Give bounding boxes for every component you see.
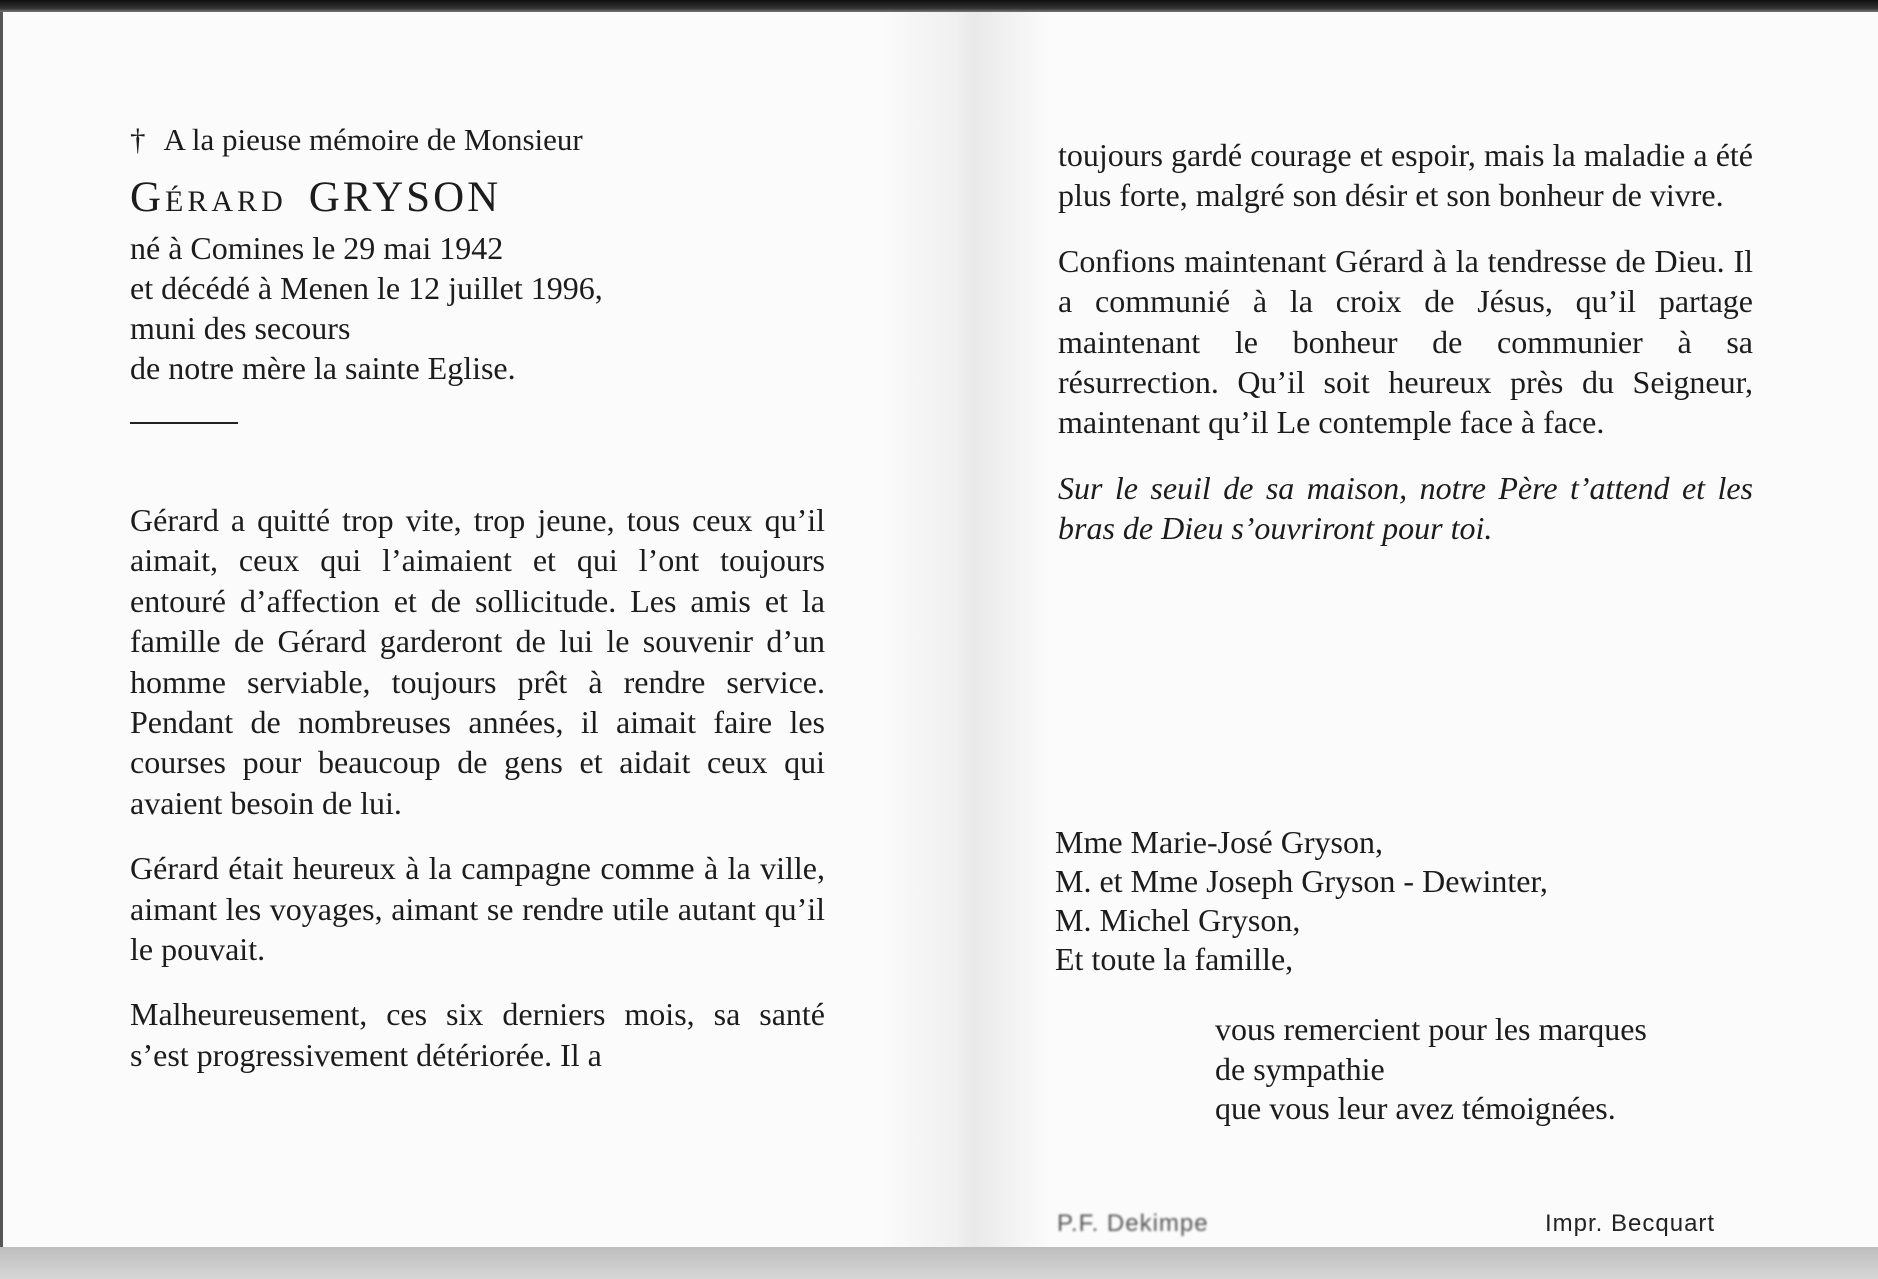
death-line: et décédé à Menen le 12 juillet 1996, (130, 270, 603, 306)
right-panel (1058, 135, 1753, 574)
divider (130, 422, 238, 424)
tribute-paragraph: Malheureusement, ces six derniers mois, sa santé s’est progressivement détériorée. Il a (130, 996, 825, 1073)
first-name: Gérard (130, 174, 287, 221)
thanks-message (1215, 1010, 1775, 1129)
church-line: de notre mère la sainte Eglise. (130, 350, 516, 386)
family-member: Mme Marie-José Gryson, (1055, 824, 1383, 860)
sacrament-line: muni des secours (130, 310, 351, 346)
last-name: GRYSON (308, 174, 502, 221)
thanks-line: vous remercient pour les marques (1215, 1011, 1647, 1047)
left-panel (130, 120, 825, 1100)
closing-verse: Sur le seuil de sa maison, notre Père t’attend et les bras de Dieu s’ouvriront pour toi. (1058, 469, 1753, 547)
family-member: Et toute la famille, (1055, 941, 1294, 977)
family-member: M. Michel Gryson, (1055, 902, 1301, 938)
bottom-edge (0, 1247, 1878, 1279)
designer-credit: P.F. Dekimpe (1057, 1210, 1209, 1237)
top-edge (0, 0, 1878, 12)
printer-credit: Impr. Becquart (1545, 1210, 1716, 1237)
thanks-line: que vous leur avez témoignées. (1215, 1090, 1616, 1126)
thanks-line: de sympathie (1215, 1050, 1385, 1087)
tribute-paragraph: Gérard était heureux à la campagne comme à la ville, aimant les voyages, aimant se rendre utile autant qu’il le pouvait. (130, 850, 825, 968)
memory-text: A la pieuse mémoire de Monsieur (163, 122, 583, 157)
tribute-paragraph: toujours gardé courage et espoir, mais la maladie a été plus forte, malgré son désir et son bonheur de vivre. (1058, 137, 1753, 214)
memory-line (130, 120, 825, 160)
family-list (1055, 823, 1755, 979)
cross-icon: † (130, 122, 146, 157)
deceased-name (130, 170, 825, 226)
birth-line: né à Comines le 29 mai 1942 (130, 230, 504, 266)
family-member: M. et Mme Joseph Gryson - Dewinter, (1055, 863, 1548, 899)
tribute-paragraph: Gérard a quitté trop vite, trop jeune, tous ceux qu’il aimait, ceux qui l’aimaient et qui l’ont toujours entouré d’affection et de sollicitude. Les amis et la famille de Gérard garderont de lui le souvenir d’un homme serviable, toujours prêt à rendre service. Pendant de nombreuses années, il aimait faire les courses pour beaucoup de gens et aidait ceux qui avaient besoin de lui. (130, 502, 825, 821)
prayer-paragraph: Confions maintenant Gérard à la tendresse de Dieu. Il a communié à la croix de Jésus, qu’il partage maintenant le bonheur de communier à sa résurrection. Qu’il soit heureux près du Seigneur, maintenant qu’il Le contemple face à face. (1058, 242, 1753, 441)
